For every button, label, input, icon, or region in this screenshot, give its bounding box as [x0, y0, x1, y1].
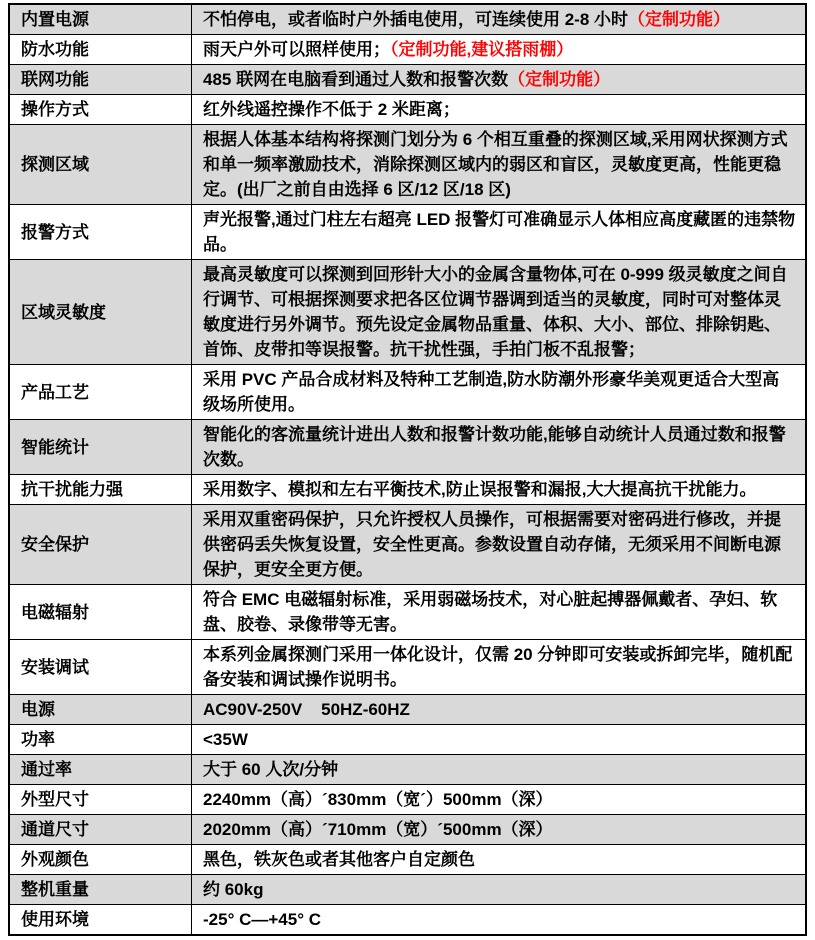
spec-text: 符合 EMC 电磁辐射标准，采用弱磁场技术，对心脏起搏器佩戴者、孕妇、软盘、胶卷、录像带等无害。 [203, 590, 778, 634]
spec-text: AC90V-250V 50HZ-60HZ [203, 700, 410, 719]
spec-label: 通道尺寸 [9, 815, 192, 845]
spec-label: 内置电源 [9, 4, 192, 35]
table-row [9, 755, 806, 785]
spec-label: 安全保护 [9, 505, 192, 585]
table-row [9, 35, 806, 65]
spec-value [192, 95, 807, 125]
spec-value [192, 905, 807, 936]
spec-text: 约 60kg [203, 880, 264, 899]
spec-text: 智能化的客流量统计进出人数和报警计数功能,能够自动统计人员通过数和报警次数。 [203, 425, 786, 469]
table-row [9, 65, 806, 95]
spec-text: 2240mm（高）´830mm（宽´）500mm（深） [203, 790, 553, 809]
spec-value [192, 845, 807, 875]
spec-value [192, 365, 807, 420]
table-row [9, 420, 806, 475]
spec-value [192, 585, 807, 640]
spec-label: 智能统计 [9, 420, 192, 475]
table-row [9, 785, 806, 815]
spec-label: 区域灵敏度 [9, 260, 192, 365]
spec-text: 不怕停电，或者临时户外插电使用，可连续使用 2-8 小时 [203, 10, 629, 29]
spec-value [192, 35, 807, 65]
spec-label: 联网功能 [9, 65, 192, 95]
table-row [9, 475, 806, 505]
spec-value [192, 695, 807, 725]
spec-text: 采用数字、模拟和左右平衡技术,防止误报警和漏报,大大提高抗干扰能力。 [203, 480, 757, 499]
table-row [9, 95, 806, 125]
spec-label: 使用环境 [9, 905, 192, 936]
spec-table [8, 3, 807, 936]
spec-text: 485 联网在电脑看到通过人数和报警次数 [203, 70, 509, 89]
table-row [9, 125, 806, 205]
spec-label: 外型尺寸 [9, 785, 192, 815]
highlighted-text: （定制功能） [508, 70, 611, 89]
spec-value [192, 875, 807, 905]
spec-text: <35W [203, 730, 248, 749]
spec-table-body [9, 4, 806, 935]
spec-value [192, 260, 807, 365]
spec-text: 红外线遥控操作不低于 2 米距离； [203, 100, 460, 119]
table-row [9, 725, 806, 755]
highlighted-text: （定制功能） [628, 10, 731, 29]
highlighted-text: （定制功能,建议搭雨棚） [390, 40, 574, 59]
table-row [9, 815, 806, 845]
spec-value [192, 65, 807, 95]
spec-value [192, 755, 807, 785]
spec-value [192, 205, 807, 260]
spec-value [192, 505, 807, 585]
spec-value [192, 725, 807, 755]
table-row [9, 585, 806, 640]
spec-label: 报警方式 [9, 205, 192, 260]
spec-label: 电磁辐射 [9, 585, 192, 640]
spec-text: 最高灵敏度可以探测到回形针大小的金属含量物体,可在 0-999 级灵敏度之间自行调节、可根据探测要求把各区位调节器调到适当的灵敏度，同时可对整体灵敏度进行另外调节。预先设定金属物品重量、体积、大小、部位、排除钥匙、首饰、皮带扣等误报警。抗干扰性强，手拍门板不乱报警； [203, 265, 788, 359]
spec-value [192, 815, 807, 845]
spec-value [192, 125, 807, 205]
spec-label: 防水功能 [9, 35, 192, 65]
spec-label: 外观颜色 [9, 845, 192, 875]
table-row [9, 875, 806, 905]
spec-label: 安装调试 [9, 640, 192, 695]
spec-label: 整机重量 [9, 875, 192, 905]
spec-value [192, 420, 807, 475]
spec-label: 功率 [9, 725, 192, 755]
spec-text: 本系列金属探测门采用一体化设计，仅需 20 分钟即可安装或拆卸完毕，随机配备安装和调试操作说明书。 [203, 645, 793, 689]
spec-label: 探测区域 [9, 125, 192, 205]
table-row [9, 505, 806, 585]
table-row [9, 695, 806, 725]
table-row [9, 205, 806, 260]
spec-text: 2020mm（高）´710mm（宽）´500mm（深） [203, 820, 553, 839]
spec-value [192, 475, 807, 505]
spec-text: 雨天户外可以照样使用； [203, 40, 390, 59]
spec-label: 操作方式 [9, 95, 192, 125]
table-row [9, 845, 806, 875]
spec-text: 根据人体基本结构将探测门划分为 6 个相互重叠的探测区域,采用网状探测方式和单一频率激励技术，消除探测区域内的弱区和盲区，灵敏度更高，性能更稳定。(出厂之前自由选择 6 区/12 区/18 区) [203, 130, 788, 199]
spec-label: 抗干扰能力强 [9, 475, 192, 505]
spec-text: 黑色，铁灰色或者其他客户自定颜色 [203, 850, 475, 869]
spec-label: 产品工艺 [9, 365, 192, 420]
spec-label: 通过率 [9, 755, 192, 785]
spec-text: 大于 60 人次/分钟 [203, 760, 339, 779]
spec-label: 电源 [9, 695, 192, 725]
spec-value [192, 4, 807, 35]
spec-text: 采用双重密码保护，只允许授权人员操作，可根据需要对密码进行修改，并提供密码丢失恢复设置，安全性更高。参数设置自动存储，无须采用不间断电源保护，更安全更方便。 [203, 510, 781, 579]
table-row [9, 260, 806, 365]
spec-text: 采用 PVC 产品合成材料及特种工艺制造,防水防潮外形豪华美观更适合大型高级场所使用。 [203, 370, 780, 414]
table-row [9, 640, 806, 695]
spec-value [192, 785, 807, 815]
spec-text: 声光报警,通过门柱左右超亮 LED 报警灯可准确显示人体相应高度藏匿的违禁物品。 [203, 210, 796, 254]
spec-value [192, 640, 807, 695]
spec-text: -25° C—+45° C [203, 910, 322, 929]
table-row [9, 4, 806, 35]
table-row [9, 905, 806, 936]
table-row [9, 365, 806, 420]
